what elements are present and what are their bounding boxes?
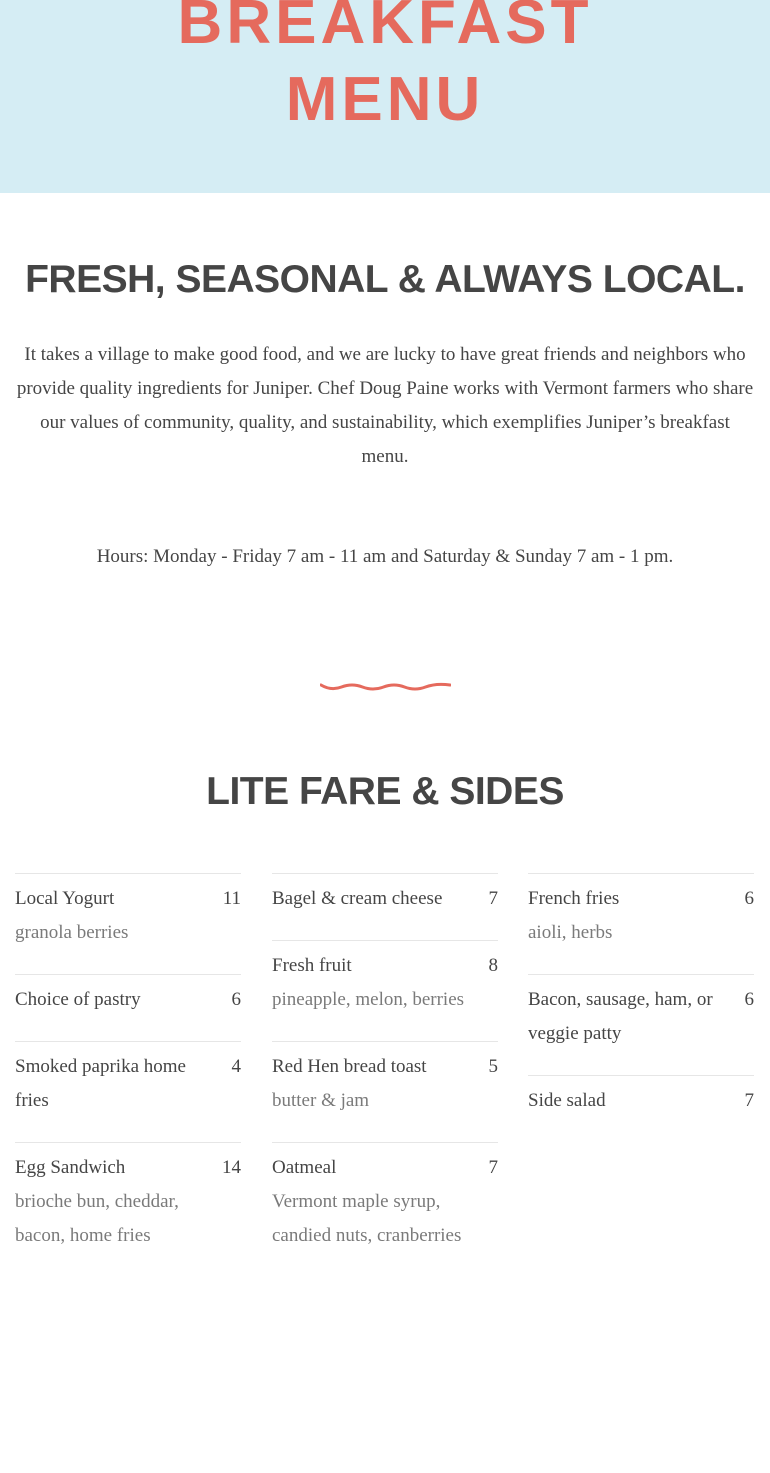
menu-item-price: 6	[231, 989, 241, 1010]
menu-item-price: 7	[744, 1090, 754, 1111]
menu-item-price: 4	[231, 1056, 241, 1077]
menu-item	[15, 974, 241, 1041]
menu-item-price: 5	[488, 1056, 498, 1077]
menu-item-name: Side salad	[528, 1090, 606, 1111]
menu-item-name: Red Hen bread toast	[272, 1056, 427, 1077]
menu-item	[528, 974, 754, 1075]
menu-item	[15, 873, 241, 974]
menu-item-price: 7	[488, 1157, 498, 1178]
hours-text: Hours: Monday - Friday 7 am - 11 am and Saturday & Sunday 7 am - 1 pm.	[96, 546, 674, 567]
menu-item-price: 8	[488, 955, 498, 976]
menu-item-description: aioli, herbs	[528, 922, 613, 943]
page-title	[0, 0, 770, 138]
section-title-lite-fare: LITE FARE & SIDES	[206, 770, 564, 813]
menu-item	[272, 873, 498, 940]
page-title-line-2: MENU	[285, 65, 485, 134]
menu-item-price: 14	[222, 1157, 241, 1178]
menu-column-2	[272, 873, 498, 1277]
menu-item-description: granola berries	[15, 922, 129, 943]
menu-item-description: pineapple, melon, berries	[272, 989, 465, 1010]
menu-item-name: French fries	[528, 888, 620, 909]
menu-item-price: 6	[744, 989, 754, 1010]
menu-item-name: Egg Sandwich	[15, 1157, 126, 1178]
menu-item-description: butter & jam	[272, 1090, 370, 1111]
menu-item	[528, 1075, 754, 1142]
menu-item-description: brioche bun, cheddar, bacon, home fries	[15, 1191, 179, 1246]
hero-banner	[0, 0, 770, 193]
menu-item-name: Fresh fruit	[272, 955, 352, 976]
squiggle-divider-icon	[320, 679, 451, 695]
menu-item	[528, 873, 754, 974]
menu-item-name: Bagel & cream cheese	[272, 888, 443, 909]
page-title-line-1: BREAKFAST	[177, 0, 593, 57]
menu-item-price: 11	[222, 888, 241, 909]
menu-item-price: 6	[744, 888, 754, 909]
menu-item-description: Vermont maple syrup, candied nuts, cranberries	[272, 1191, 462, 1246]
menu-item-price: 7	[488, 888, 498, 909]
menu-item-name: Smoked paprika home fries	[15, 1056, 186, 1111]
menu-item	[15, 1041, 241, 1142]
menu-item	[272, 1142, 498, 1277]
menu-item	[272, 940, 498, 1041]
intro-paragraph: It takes a village to make good food, and we are lucky to have great friends and neighbors who provide quality ingredients for Juniper. Chef Doug Paine works with Vermont farmers who share our values of community, quality, and sustainability, which exemplifies Juniper’s breakfast menu.	[16, 344, 754, 467]
menu-item-name: Choice of pastry	[15, 989, 141, 1010]
tagline-heading: FRESH, SEASONAL & ALWAYS LOCAL.	[25, 258, 745, 301]
menu-item-name: Local Yogurt	[15, 888, 115, 909]
menu-item-name: Oatmeal	[272, 1157, 337, 1178]
menu-column-3	[528, 873, 754, 1142]
menu-item-name: Bacon, sausage, ham, or veggie patty	[528, 989, 713, 1044]
menu-item	[15, 1142, 241, 1277]
menu-item	[272, 1041, 498, 1142]
menu-column-1	[15, 873, 241, 1277]
